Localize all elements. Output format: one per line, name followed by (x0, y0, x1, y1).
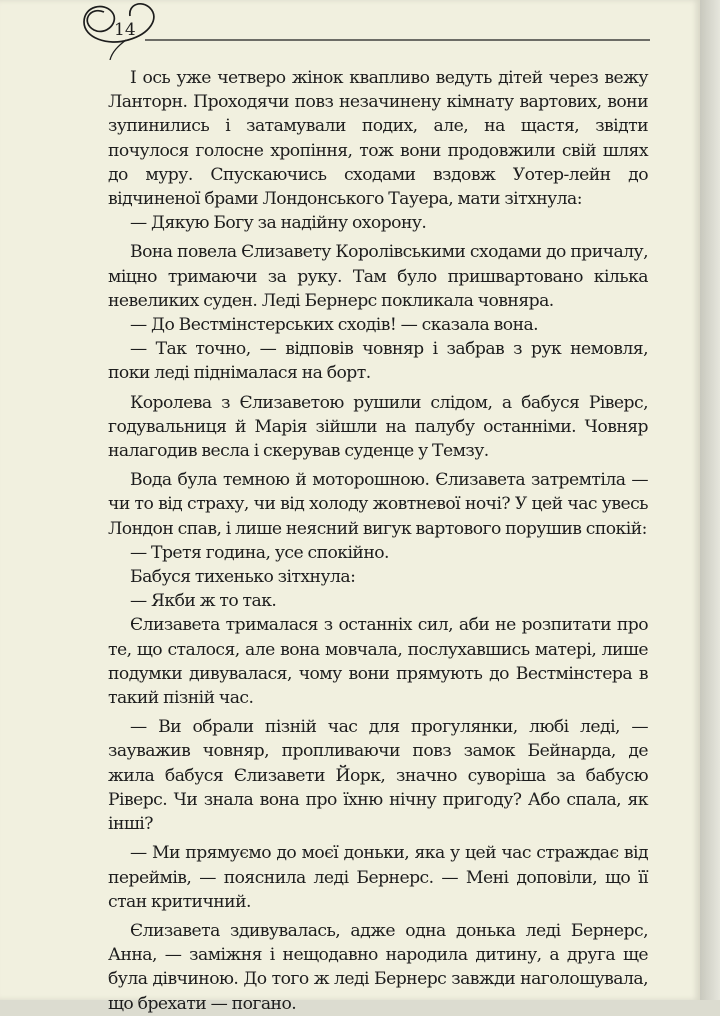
paragraph: Королева з Єлизаветою рушили слідом, а бабуся Ріверс, годувальниця й Марія зійшли на палубу останніми. Човняр налагодив весла і скерував суденце у Темзу. (108, 392, 648, 462)
paragraph: — Третя година, усе спокійно. (130, 542, 389, 563)
paragraph: І ось уже четверо жінок квапливо ведуть дітей через вежу Ланторн. Проходячи повз незачинену кімнату вартових, вони зупинились і затамували подих, але, на щастя, звідти почулося голосне хропіння, тож вони продовжили свій шлях до муру. Спускаючись сходами вздовж Уотер-лейн до відчиненої брами Лондонського Тауера, мати зітхнула: (108, 68, 648, 210)
body-text (108, 66, 648, 1016)
flourish-ornament-icon (0, 0, 700, 60)
paragraph: Вода була темною й моторошною. Єлизавета затремтіла — чи то від страху, чи від холоду жовтневої ночі? У цей час увесь Лондон спав, і лише неясний вигук вартового порушив спокій: (108, 470, 648, 539)
paragraph: Вона повела Єлизавету Королівськими сходами до причалу, міцно тримаючи за руку. Там було пришвартовано кілька невеликих суден. Леді Бернерс покликала човняра. (108, 242, 648, 311)
page-header (0, 0, 700, 60)
paragraph: Бабуся тихенько зітхнула: (130, 567, 356, 588)
page-number: 14 (114, 20, 136, 40)
paragraph: — Так точно, — відповів човняр і забрав з рук немовля, поки леді піднімалася на борт. (108, 339, 648, 384)
paragraph: — Дякую Богу за надійну охорону. (130, 213, 427, 234)
page-edge (700, 0, 720, 1000)
paragraph: — Ви обрали пізній час для прогулянки, любі леді, — зауважив човняр, пропливаючи повз замок Бейнарда, де жила бабуся Єлизавети Йорк, значно суворіша за бабусю Ріверс. Чи знала вона про їхню нічну пригоду? Або спала, як інші? (108, 717, 648, 835)
paragraph: Єлизавета здивувалась, адже одна донька леді Бернерс, Анна, — заміжня і нещодавно народила дитину, а друга ще була дівчиною. До того ж леді Бернерс завжди наголошувала, що брехати — погано. (108, 920, 648, 1014)
paragraph: — До Вестмінстерських сходів! — сказала вона. (130, 315, 539, 336)
paragraph: — Якби ж то так. (130, 591, 277, 612)
paragraph: — Ми прямуємо до моєї доньки, яка у цей час страждає від переймів, — пояснила леді Бернерс. — Мені доповіли, що її стан критичний. (108, 843, 648, 912)
paragraph: Єлизавета трималася з останніх сил, аби не розпитати про те, що сталося, але вона мовчала, послухавшись матері, лише подумки дивувалася, чому вони прямують до Вестмінстера в такий пізній час. (108, 615, 648, 709)
